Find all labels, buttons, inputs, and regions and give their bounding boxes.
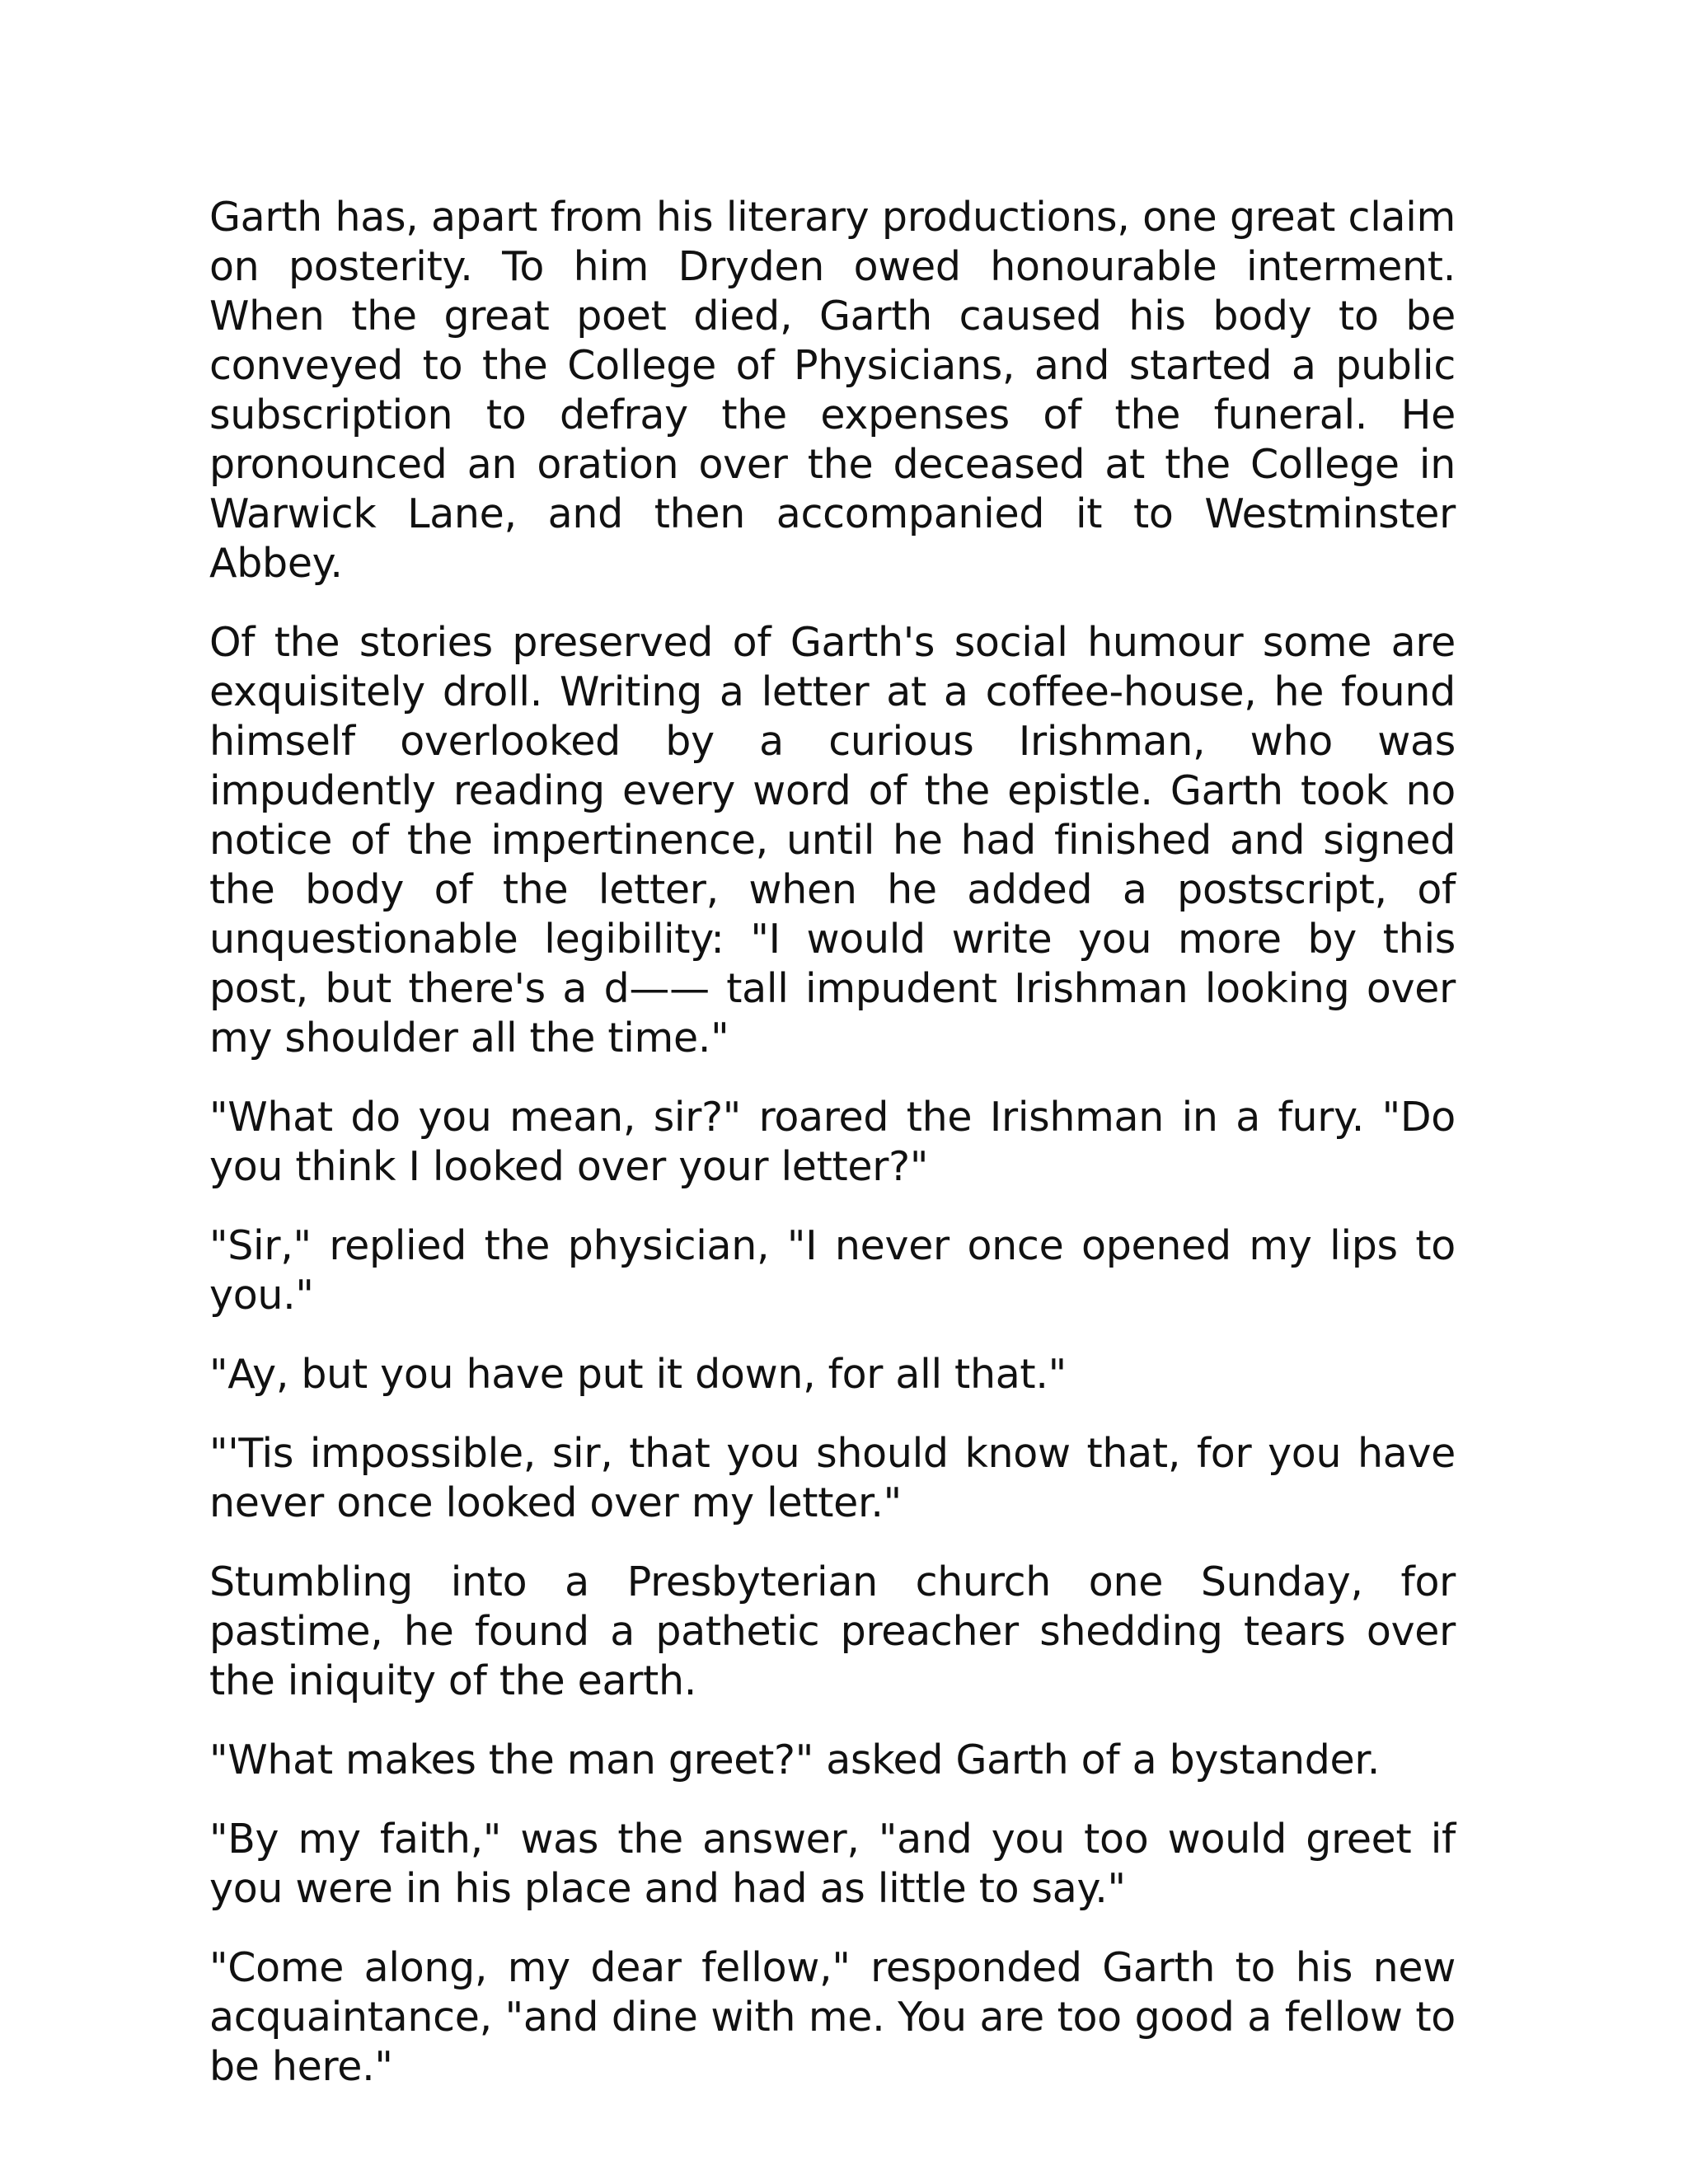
paragraph: Of the stories preserved of Garth's social humour some are exquisitely droll. Writing a letter at a coffee-house, he found himself overlooked by a curious Irishman, who was impudently reading every word of the epistle. Garth took no notice of the impertinence, until he had finished and signed the body of the letter, when he added a postscript, of unquestionable legibility: "I would write you more by this post, but there's a d—— tall impudent Irishman looking over my shoulder all the time."	[209, 619, 1456, 1062]
paragraph: "Come along, my dear fellow," responded Garth to his new acquaintance, "and dine with me. You are too good a fellow to be here."	[209, 1944, 1456, 2090]
paragraph: "What makes the man greet?" asked Garth of a bystander.	[209, 1736, 1380, 1783]
paragraph: "What do you mean, sir?" roared the Irishman in a fury. "Do you think I looked over your letter?"	[209, 1094, 1456, 1190]
paragraph: Stumbling into a Presbyterian church one Sunday, for pastime, he found a pathetic preacher shedding tears over the iniquity of the earth.	[209, 1558, 1456, 1704]
paragraph: Garth has, apart from his literary productions, one great claim on posterity. To him Dryden owed honourable interment. When the great poet died, Garth caused his body to be conveyed to the College of Physicians, and started a public subscription to defray the expenses of the funeral. He pronounced an oration over the deceased at the College in Warwick Lane, and then accompanied it to Westminster Abbey.	[209, 194, 1456, 587]
paragraph: "'Tis impossible, sir, that you should know that, for you have never once looked over my letter."	[209, 1430, 1456, 1526]
document-body	[209, 193, 1456, 2121]
paragraph: "By my faith," was the answer, "and you too would greet if you were in his place and had as little to say."	[209, 1816, 1456, 1912]
paragraph: "Sir," replied the physician, "I never once opened my lips to you."	[209, 1222, 1456, 1319]
paragraph: "Ay, but you have put it down, for all that."	[209, 1351, 1067, 1398]
